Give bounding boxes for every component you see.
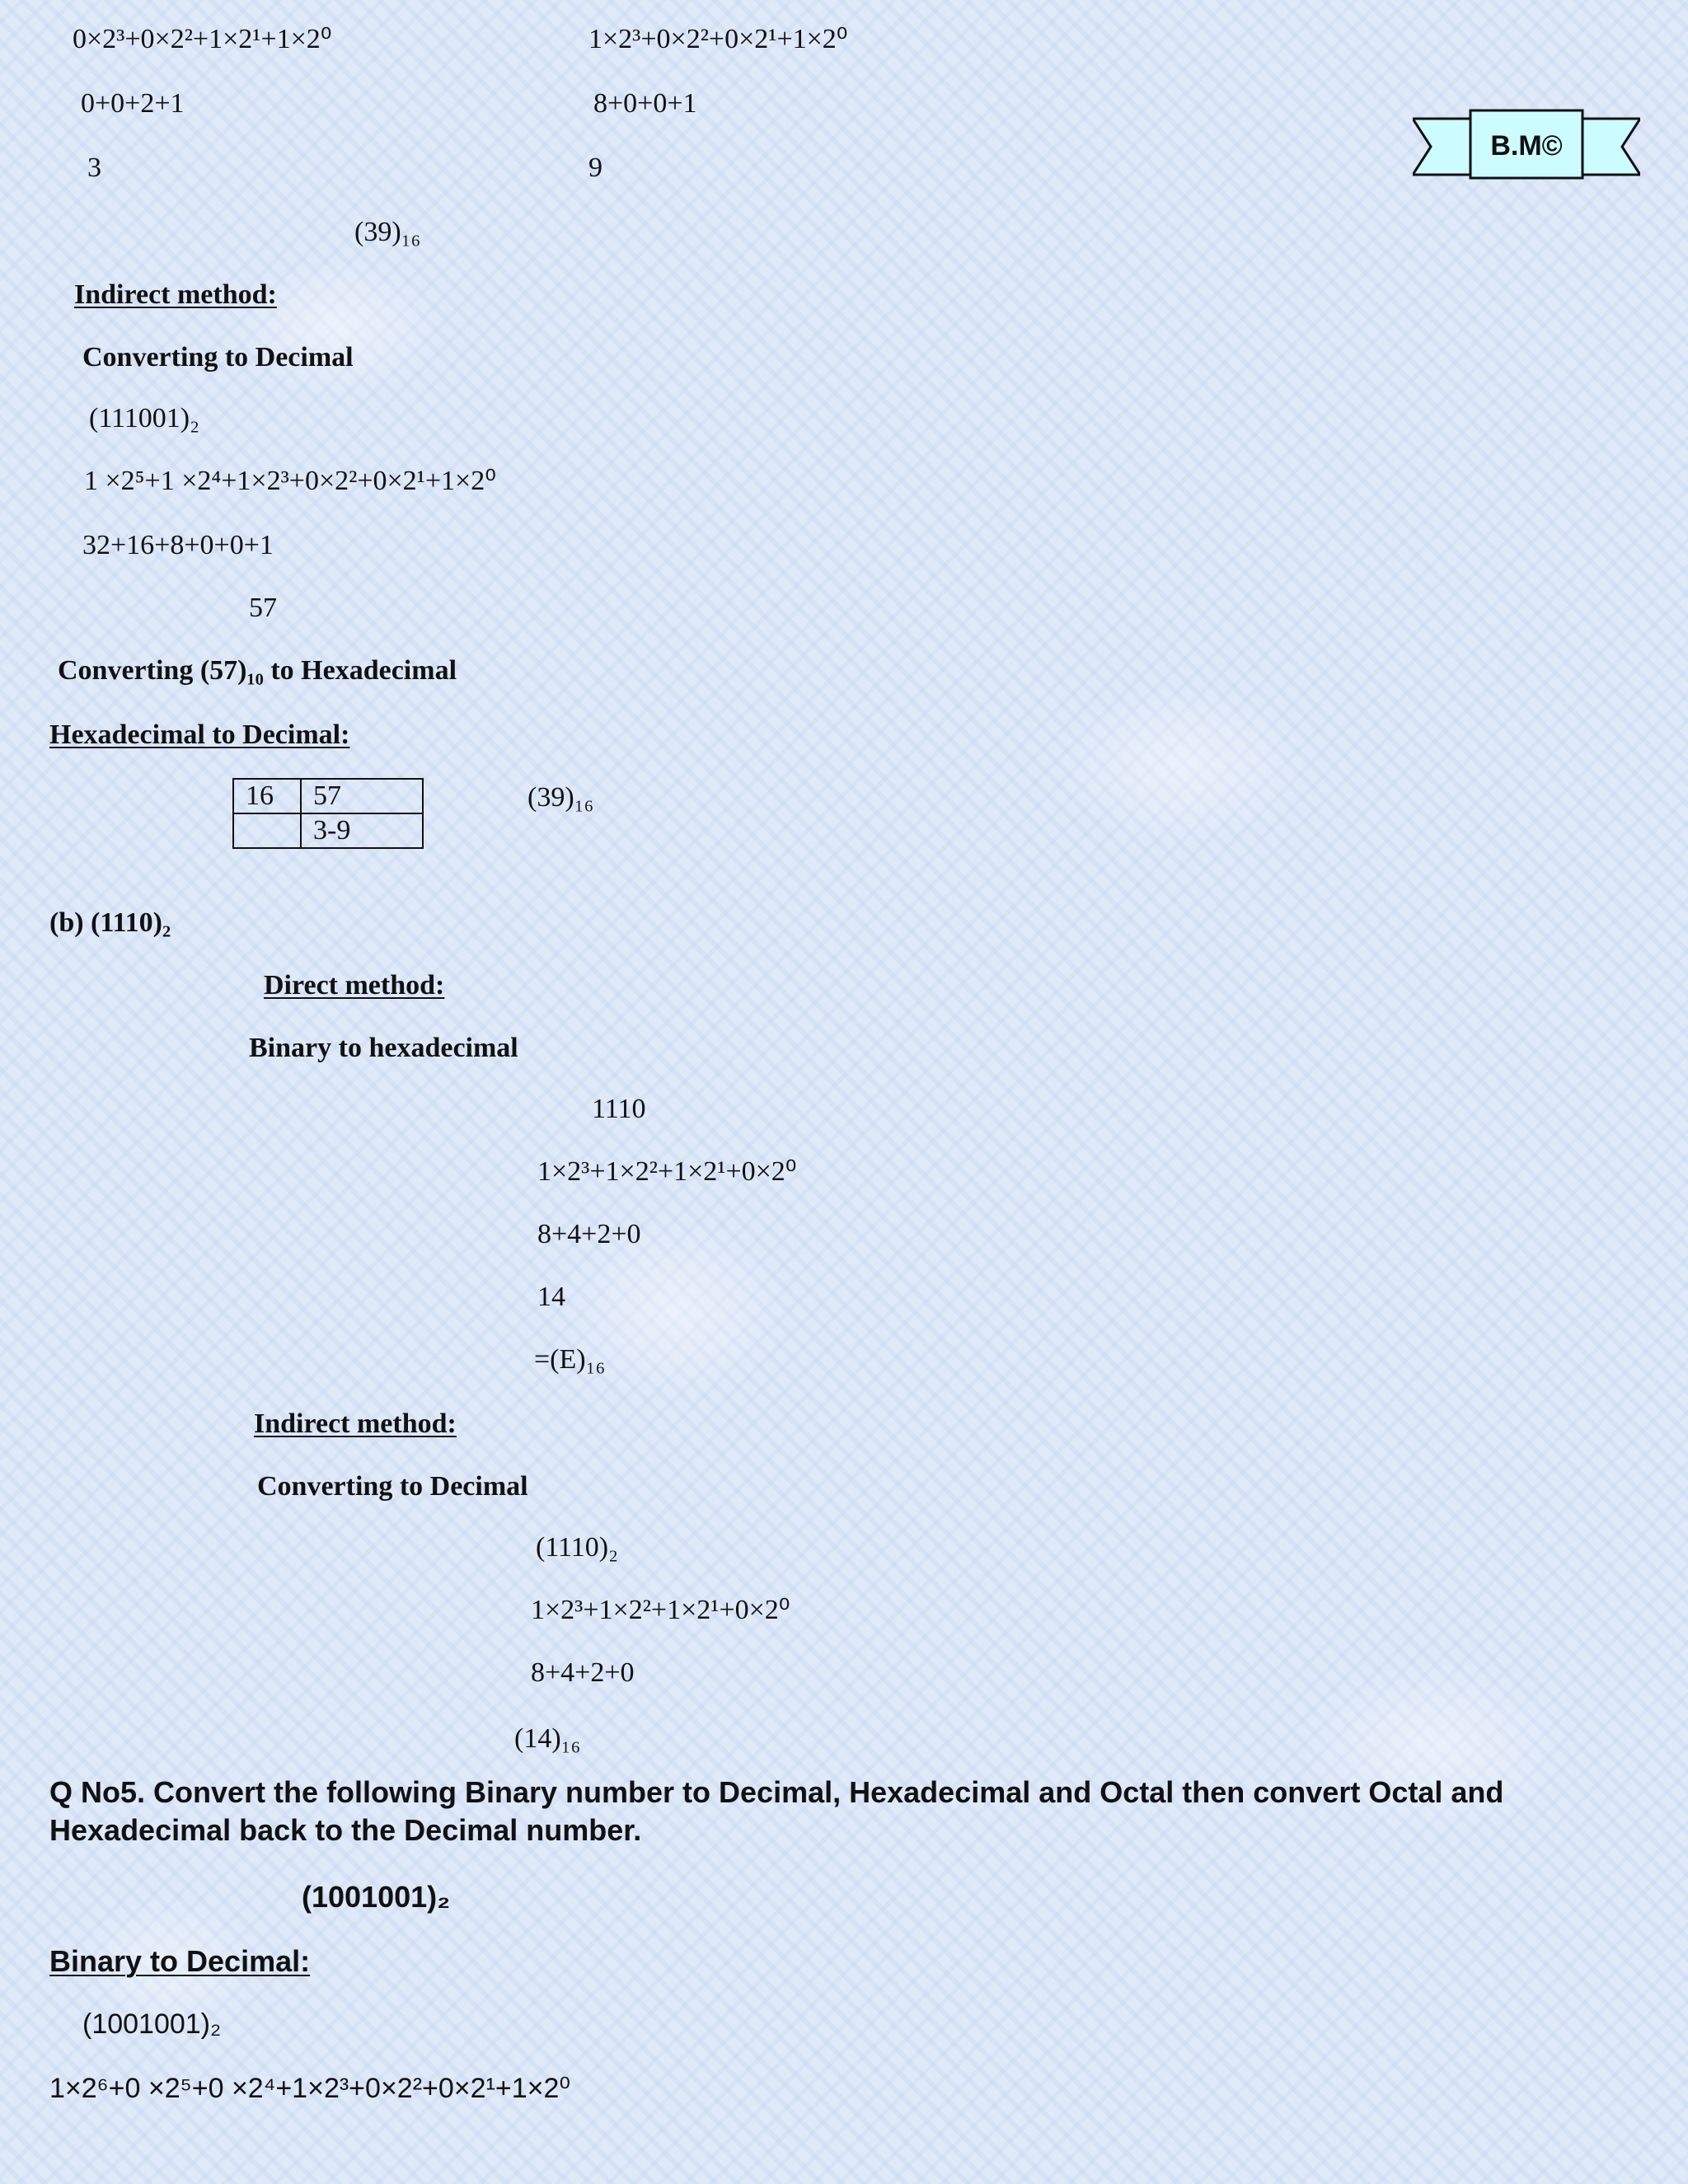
table-row — [233, 813, 423, 848]
direct-b-subheading: Binary to hexadecimal — [249, 1033, 518, 1063]
indirect-a-result: 57 — [249, 593, 277, 623]
indirect-a-heading: Indirect method: — [74, 279, 277, 310]
question-5: Q No5. Convert the following Binary number to Decimal, Hexadecimal and Octal then convert Octal and Hexadecimal back to the Decimal number. — [49, 1775, 1504, 1847]
direct-b-heading: Direct method: — [264, 970, 445, 1001]
top-left-sum: 0+0+2+1 — [81, 88, 185, 119]
q5-binary: (1001001)₂ — [82, 2008, 222, 2040]
indirect-a-binary: (111001)₂ — [89, 403, 199, 434]
top-right-result: 9 — [588, 152, 603, 183]
top-right-sum: 8+0+0+1 — [593, 88, 697, 119]
indirect-b-sum: 8+4+2+0 — [531, 1657, 635, 1688]
direct-b-result: 14 — [537, 1282, 565, 1312]
division-table — [232, 778, 424, 849]
part-b-label: (b) (1110)₂ — [49, 907, 171, 938]
top-right-expansion: 1×2³+0×2²+0×2¹+1×2⁰ — [588, 24, 848, 54]
convert-57-heading: Converting (57)₁₀ to Hexadecimal — [58, 655, 457, 686]
direct-b-sum: 8+4+2+0 — [537, 1219, 641, 1249]
indirect-b-heading: Indirect method: — [254, 1408, 457, 1439]
indirect-b-expansion: 1×2³+1×2²+1×2¹+0×2⁰ — [531, 1595, 790, 1625]
logo-text: B.M© — [1490, 130, 1563, 162]
q5-number: (1001001)₂ — [302, 1880, 451, 1914]
indirect-a-subheading: Converting to Decimal — [82, 342, 354, 373]
indirect-b-answer: (14)₁₆ — [514, 1723, 581, 1754]
direct-b-expansion: 1×2³+1×2²+1×2¹+0×2⁰ — [537, 1156, 797, 1187]
table-cell: 16 — [233, 779, 301, 813]
table-cell — [233, 813, 301, 848]
table-row — [233, 779, 423, 813]
direct-b-answer: =(E)₁₆ — [534, 1344, 606, 1375]
indirect-b-binary: (1110)₂ — [536, 1532, 618, 1563]
direct-b-digits: 1110 — [592, 1094, 646, 1124]
q5-heading: Binary to Decimal: — [49, 1944, 311, 1978]
top-left-expansion: 0×2³+0×2²+1×2¹+1×2⁰ — [73, 24, 332, 54]
table-cell: 57 — [301, 779, 423, 813]
answer-a-direct: (39)₁₆ — [354, 217, 421, 247]
hex-to-decimal-heading: Hexadecimal to Decimal: — [49, 719, 350, 750]
indirect-b-subheading: Converting to Decimal — [257, 1471, 528, 1502]
bm-logo — [1413, 105, 1640, 188]
top-left-result: 3 — [87, 152, 101, 183]
indirect-a-expansion: 1 ×2⁵+1 ×2⁴+1×2³+0×2²+0×2¹+1×2⁰ — [84, 466, 496, 496]
q5-expansion: 1×2⁶+0 ×2⁵+0 ×2⁴+1×2³+0×2²+0×2¹+1×2⁰ — [49, 2073, 571, 2104]
indirect-a-sum: 32+16+8+0+0+1 — [82, 530, 274, 560]
table-cell: 3-9 — [301, 813, 423, 848]
indirect-a-answer: (39)₁₆ — [528, 782, 594, 813]
